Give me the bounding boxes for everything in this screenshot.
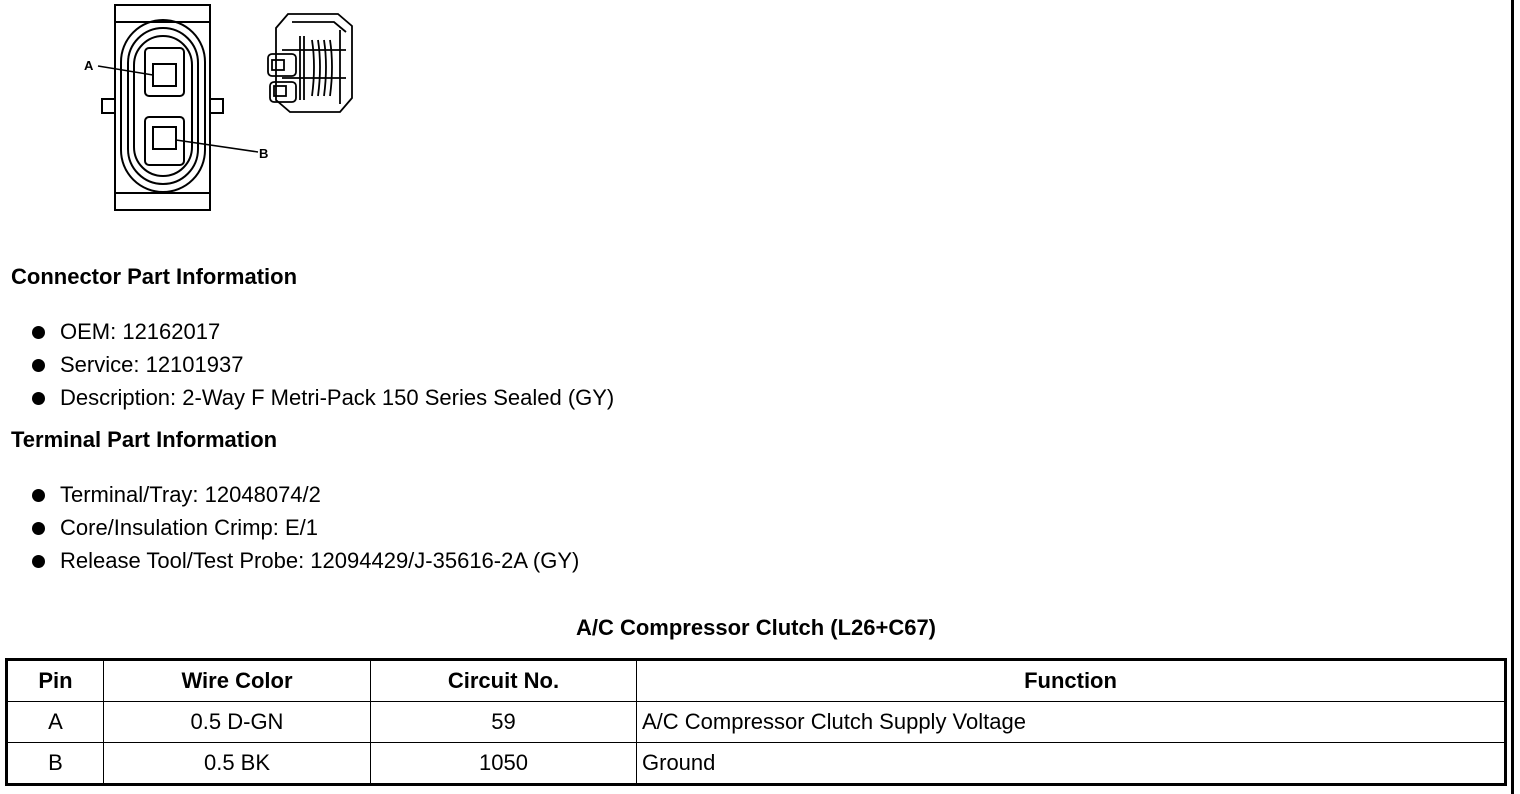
pin-table [5,658,1507,786]
terminal-info-heading: Terminal Part Information [11,427,278,452]
bullet-icon [32,392,45,405]
connector-face-view [0,0,400,220]
pin-table-title: A/C Compressor Clutch (L26+C67) [575,615,937,640]
cell-wire-color: 0.5 BK [104,743,371,785]
header-circuit-no: Circuit No. [371,660,637,702]
bullet-icon [32,326,45,339]
terminal-tray: Terminal/Tray: 12048074/2 [60,482,321,507]
terminal-release-tool: Release Tool/Test Probe: 12094429/J-35616-2A (GY) [60,548,580,573]
cell-pin: A [7,702,104,743]
list-item [26,511,579,544]
page-right-border [1511,0,1514,794]
cell-pin: B [7,743,104,785]
connector-service: Service: 12101937 [60,352,244,377]
list-item [26,348,614,381]
list-item [26,544,579,577]
header-function: Function [637,660,1506,702]
table-header-row [7,660,1506,702]
connector-description: Description: 2-Way F Metri-Pack 150 Series Sealed (GY) [60,385,615,410]
table-row [7,743,1506,785]
bullet-icon [32,522,45,535]
terminal-crimp: Core/Insulation Crimp: E/1 [60,515,318,540]
list-item [26,478,579,511]
callout-b: B [259,146,269,161]
header-pin: Pin [7,660,104,702]
list-item [26,381,614,414]
cell-function: Ground [637,743,1506,785]
header-wire-color: Wire Color [104,660,371,702]
cell-wire-color: 0.5 D-GN [104,702,371,743]
terminal-info-list [26,478,579,577]
bullet-icon [32,555,45,568]
cell-function: A/C Compressor Clutch Supply Voltage [637,702,1506,743]
bullet-icon [32,489,45,502]
bullet-icon [32,359,45,372]
connector-oem: OEM: 12162017 [60,319,221,344]
connector-info-list [26,315,614,414]
cell-circuit-no: 1050 [371,743,637,785]
cell-circuit-no: 59 [371,702,637,743]
table-row [7,702,1506,743]
connector-info-heading: Connector Part Information [11,264,298,289]
connector-isometric-view [268,14,352,112]
list-item [26,315,614,348]
connector-diagram [0,0,400,220]
callout-a: A [84,58,94,73]
